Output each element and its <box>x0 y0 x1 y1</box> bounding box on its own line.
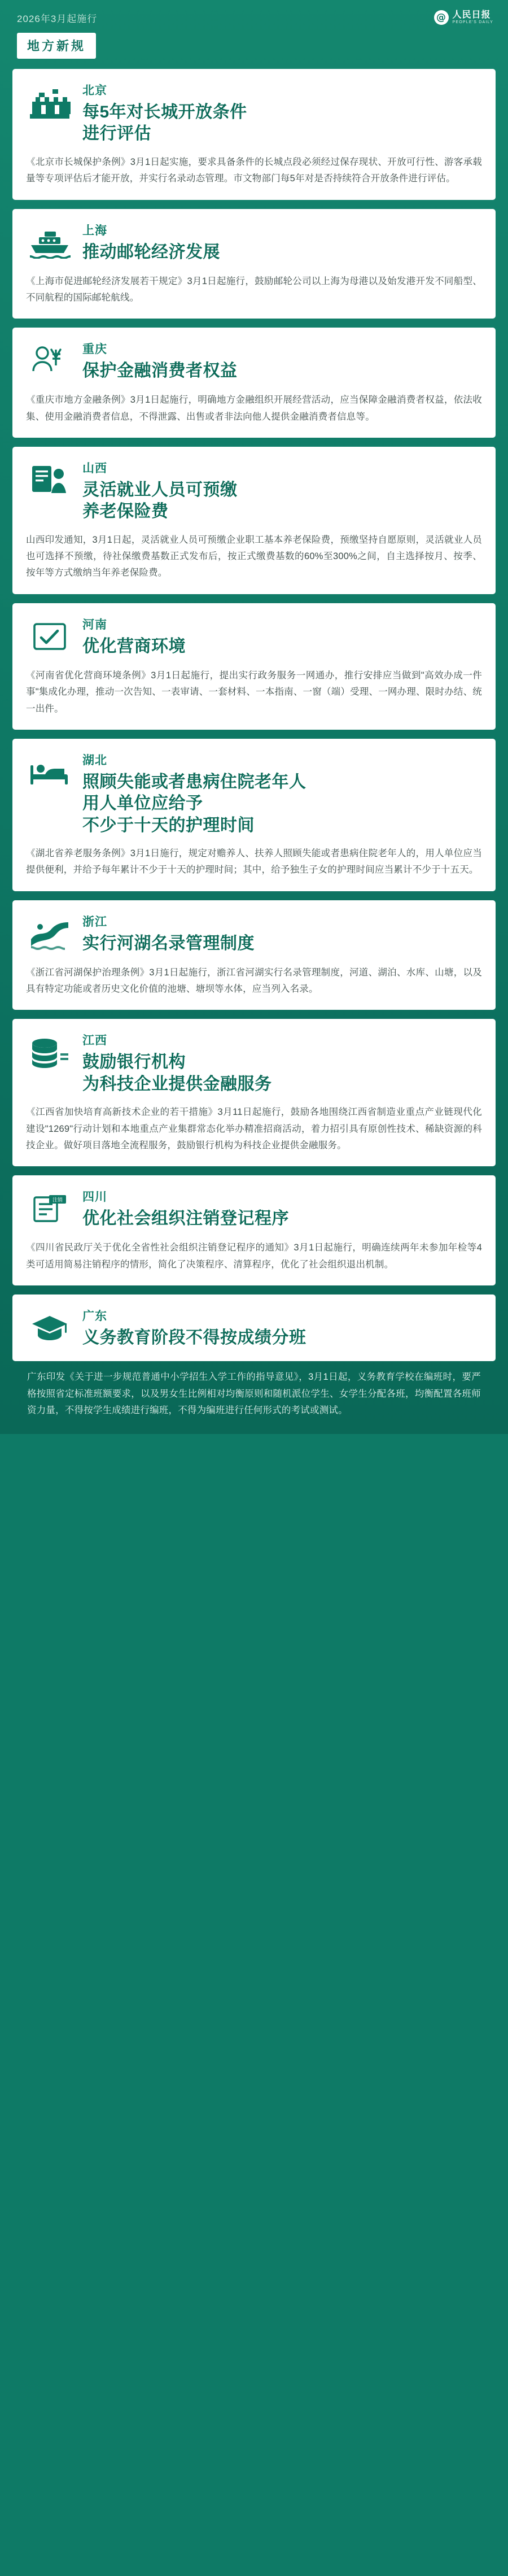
region-label: 重庆 <box>82 343 107 356</box>
card-body: 山西印发通知，3月1日起，灵活就业人员可预缴企业职工基本养老保险费，预缴坚持自愿原则，灵活就业人员也可选择不预缴，待社保缴费基数正式发布后，按正式缴费基数的60%至300%之间，自主选择按月、按季、按年等方式缴纳当年养老保险费。 <box>26 534 482 578</box>
publish-date: 2026年3月起施行 <box>17 13 98 24</box>
region-label: 山西 <box>82 461 107 475</box>
card-body: 《重庆市地方金融条例》3月1日起施行，明确地方金融组织开展经营活动，应当保障金融消费者权益，依法收集、使用金融消费者信息，不得泄露、出售或者非法向他人提供金融消费者信息等。 <box>26 395 482 422</box>
region-label: 北京 <box>82 84 107 97</box>
brand-logo <box>434 10 493 25</box>
region-label: 湖北 <box>82 753 107 767</box>
logo-name-en: PEOPLE'S DAILY <box>452 20 493 24</box>
region-label: 广东 <box>82 1310 107 1323</box>
card-body: 《北京市长城保护条例》3月1日起实施，要求具备条件的长城点段必须经过保存现状、开放可行性、游客承载量等专项评估后才能开放，并实行名录动态管理。市文物部门每5年对是否持续符合开放条件进行评估。 <box>26 156 482 184</box>
region-label: 浙江 <box>82 915 107 929</box>
list-item <box>12 447 496 594</box>
list-item <box>12 328 496 438</box>
list-item <box>12 209 496 319</box>
logo-name-cn: 人民日报 <box>452 10 491 20</box>
list-item <box>12 739 496 891</box>
checkmark-board-icon <box>26 614 73 659</box>
region-label: 四川 <box>82 1191 107 1204</box>
list-item <box>12 1175 496 1285</box>
card-body: 广东印发《关于进一步规范普通中小学招生入学工作的指导意见》，3月1日起，义务教育学校在编班时，要严格按照省定标准班额要求，以及男女生比例相对均衡原则和随机派位学生、女学生分配各班，均衡配置各班师资力量，不得按学生成绩进行编班，不得为编班进行任何形式的考试或测试。 <box>27 1372 481 1416</box>
list-item <box>12 1294 496 1361</box>
headline: 实行河湖名录管理制度 <box>82 934 255 953</box>
list-item <box>12 69 496 200</box>
deregistration-icon <box>26 1187 73 1231</box>
logo-mark-icon: @ <box>434 10 449 25</box>
pension-insurance-icon <box>26 458 73 502</box>
card-body: 《浙江省河湖保护治理条例》3月1日起施行，浙江省河湖实行名录管理制度，河道、湖泊、水库、山塘，以及具有特定功能或者历史文化价值的池塘、塘坝等水体，应当列入名录。 <box>26 967 482 995</box>
svg-text:注销: 注销 <box>52 1197 63 1204</box>
headline: 义务教育阶段不得按成绩分班 <box>82 1328 306 1348</box>
headline: 鼓励银行机构 为科技企业提供金融服务 <box>82 1053 272 1093</box>
headline: 灵活就业人员可预缴 养老保险费 <box>82 480 238 521</box>
region-label: 上海 <box>82 224 107 237</box>
top-bar <box>0 0 508 25</box>
card-body: 《四川省民政厅关于优化全省性社会组织注销登记程序的通知》3月1日起施行，明确连续两年未参加年检等4类可适用简易注销程序的情形，简化了决策程序、清算程序，优化了社会组织退出机制。 <box>26 1243 482 1270</box>
card-body: 《湖北省养老服务条例》3月1日施行，规定对赡养人、扶养人照顾失能或者患病住院老年人的，用人单位应当提供便利，并给予每年累计不少于十天的护理时间；其中，给予独生子女的护理时间应当累计不少于十五天。 <box>26 848 482 875</box>
region-label: 河南 <box>82 618 107 631</box>
cruise-ship-icon <box>26 220 73 264</box>
list-item <box>12 603 496 730</box>
headline: 优化社会组织注销登记程序 <box>82 1209 289 1228</box>
consumer-rights-icon <box>26 339 73 383</box>
card-body: 《上海市促进邮轮经济发展若干规定》3月1日起施行，鼓励邮轮公司以上海为母港以及始发港开发不同船型、不同航程的国际邮轮航线。 <box>26 276 482 303</box>
headline: 优化营商环境 <box>82 637 186 656</box>
education-icon <box>26 1306 73 1350</box>
list-item <box>12 1019 496 1166</box>
river-lake-icon <box>26 912 73 956</box>
headline: 每5年对长城开放条件 进行评估 <box>82 103 247 143</box>
hospital-bed-icon <box>26 750 73 794</box>
region-label: 江西 <box>82 1034 107 1048</box>
page-title: 地方新规 <box>17 33 96 59</box>
card-body: 《河南省优化营商环境条例》3月1日起施行，提出实行政务服务一网通办，推行安排应当做到"高效办成一件事"集成化办理，推动一次告知、一表审请、一套材料、一本指南、一窗（端）受理、一网办理、限时办结、统一出件。 <box>26 670 482 714</box>
card-list <box>0 59 508 1419</box>
card-body: 《江西省加快培育高新技术企业的若干措施》3月11日起施行，鼓励各地围绕江西省制造业重点产业链现代化建设"1269"行动计划和本地重点产业集群常态化举办精准招商活动，着力招引具有原创性技术、稀缺资源的科技企业。做好项目落地全流程服务，鼓励银行机构为科技企业提供金融服务。 <box>26 1107 482 1150</box>
headline: 照顾失能或者患病住院老年人 用人单位应给予 不少于十天的护理时间 <box>82 772 306 835</box>
bank-finance-icon <box>26 1030 73 1074</box>
headline: 保护金融消费者权益 <box>82 361 238 381</box>
great-wall-icon <box>26 80 73 124</box>
list-item <box>12 900 496 1010</box>
headline: 推动邮轮经济发展 <box>82 242 220 261</box>
